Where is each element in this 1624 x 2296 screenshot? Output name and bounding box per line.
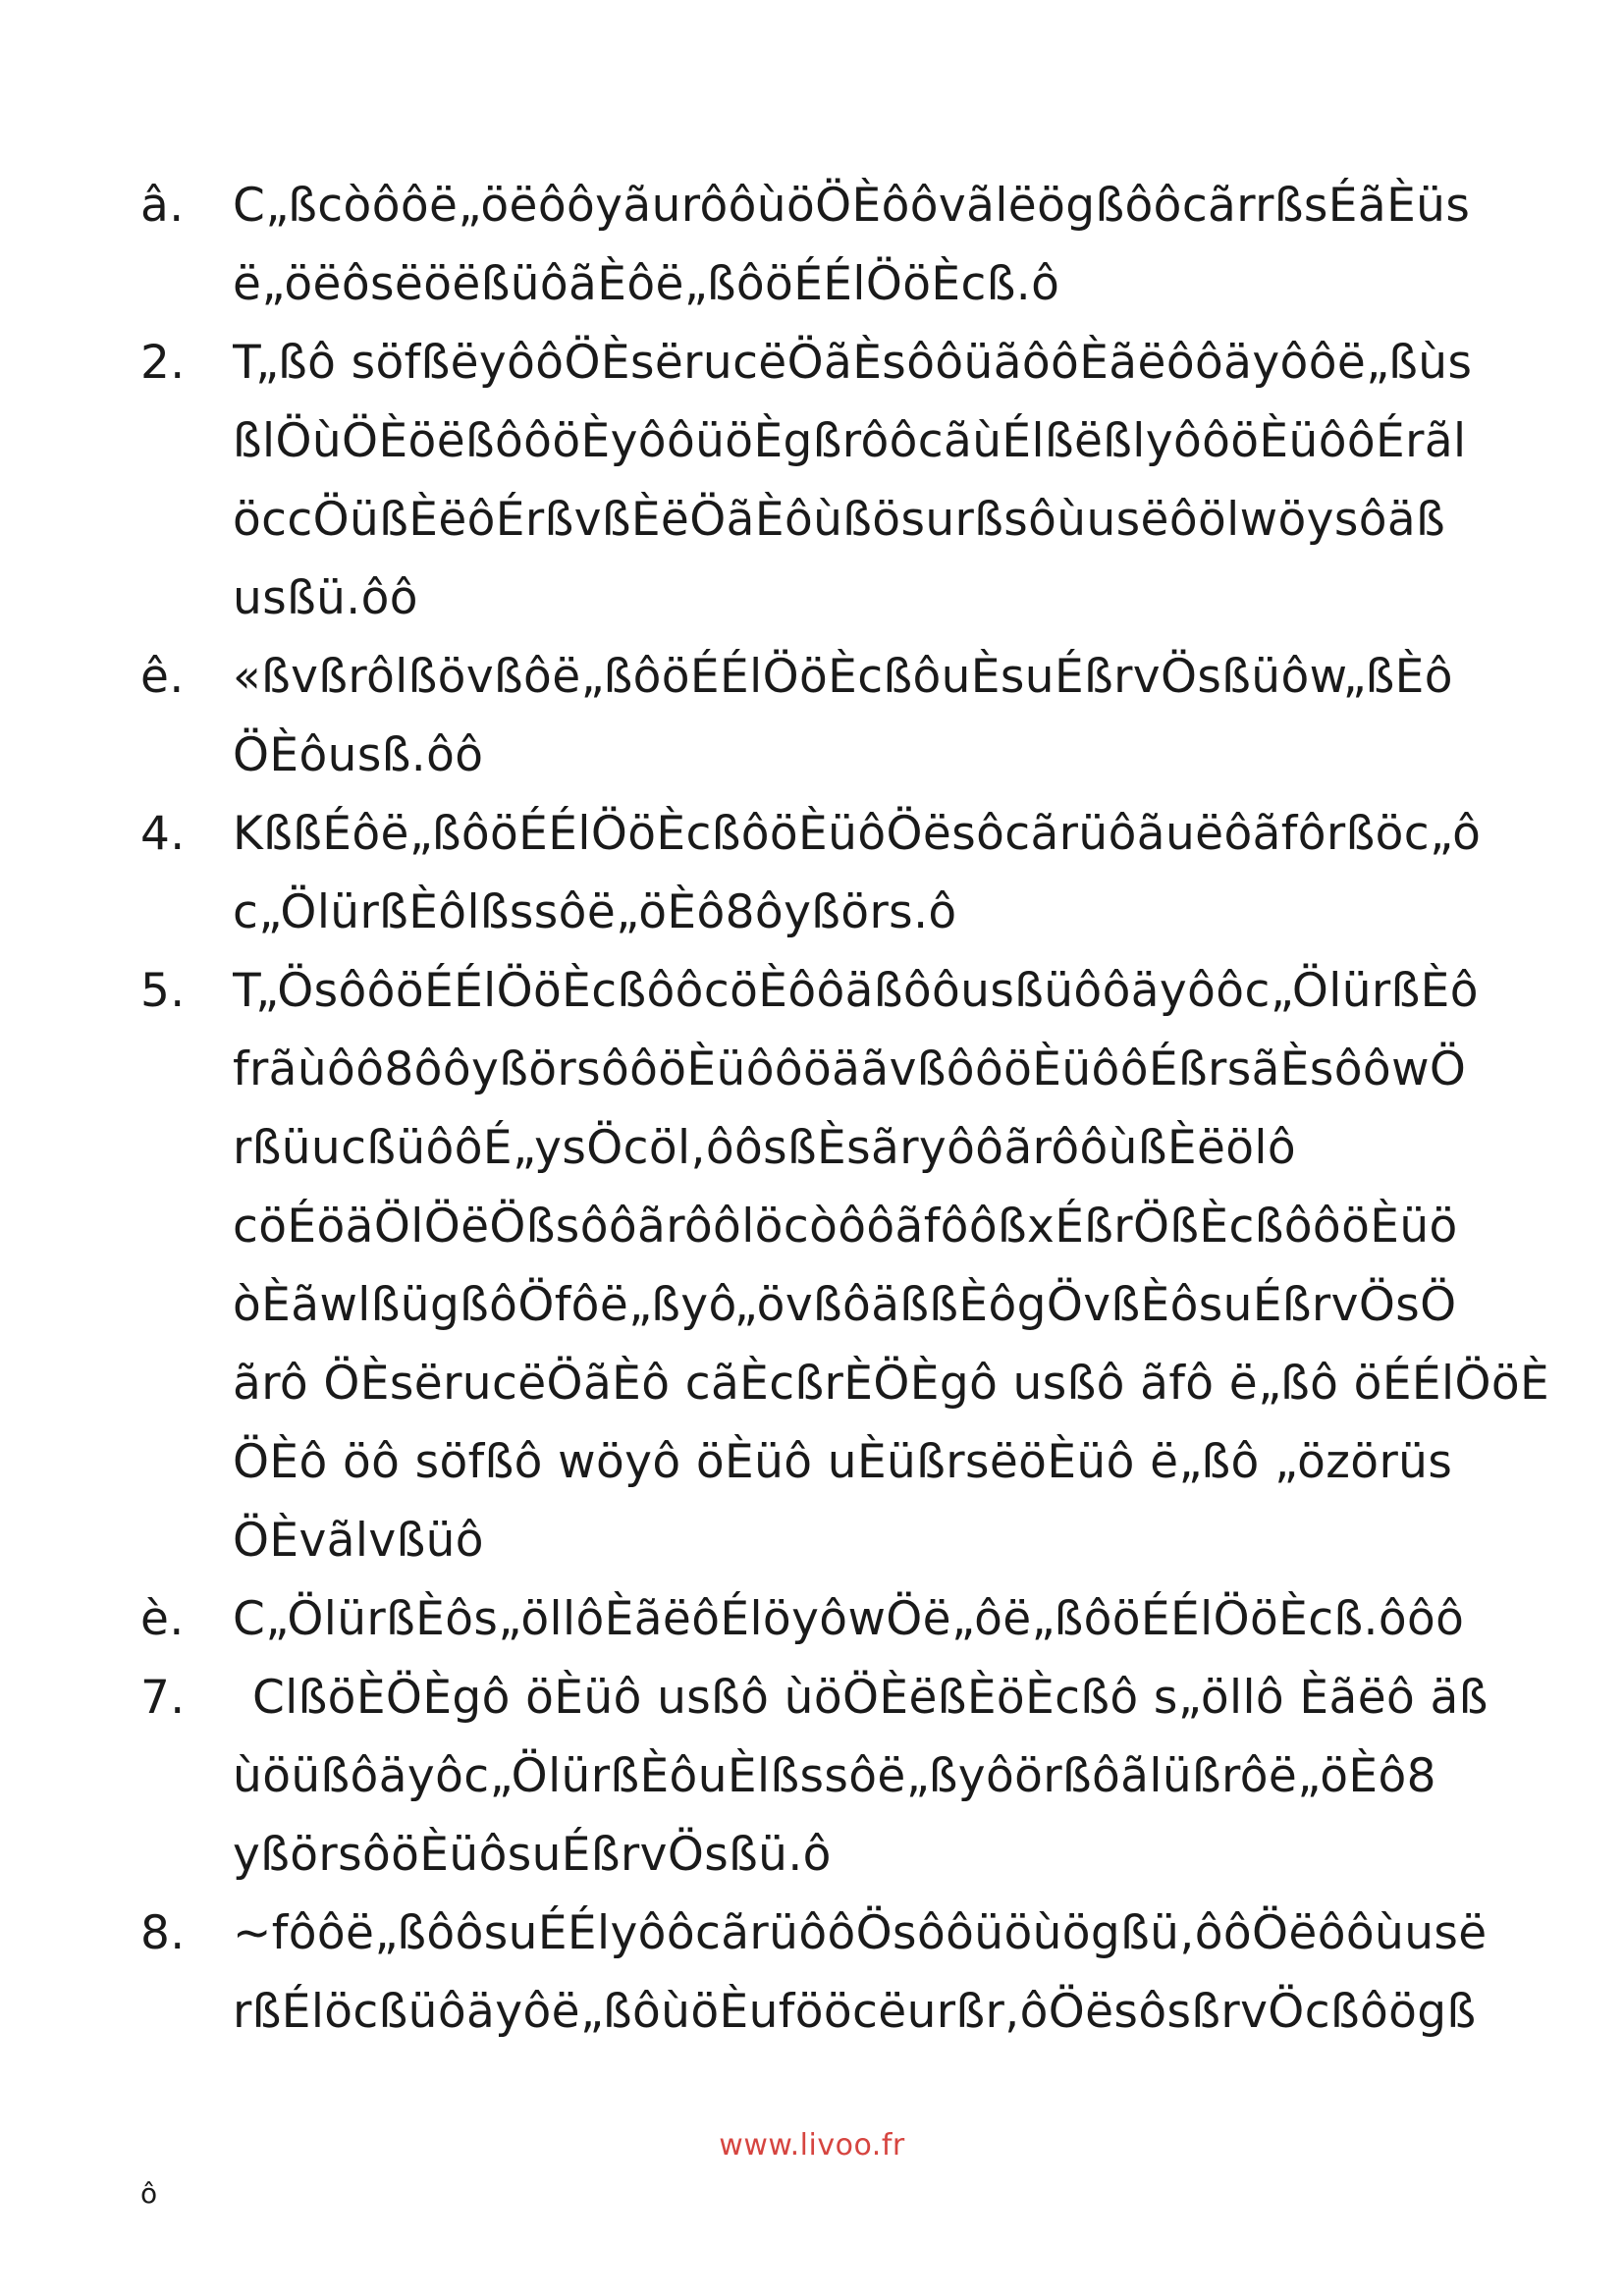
- instruction-item: [140, 795, 1594, 952]
- item-text-line: ÖÈvãlvßüô: [233, 1514, 484, 1568]
- item-text-line: C„ßcòôôë„öëôôyãurôôùöÖÈôôvãlëögßôôcãrrßsÉãÈüs: [233, 179, 1471, 233]
- item-text-line: T„ÖsôôöÉÉlÖöÈcßôôcöÈôôäßôôusßüôôäyôôc„ÖlürßÈô: [233, 964, 1479, 1018]
- item-text-line: cöÉöäÖlÖëÖßsôôãrôôlöcòôôãfôôßxÉßrÖßÈcßôôöÈüö: [233, 1200, 1458, 1254]
- item-text-line: KßßÉôë„ßôöÉÉlÖöÈcßôöÈüôÖësôcãrüôãuëôãfôrßöc„ô: [233, 807, 1482, 861]
- item-text-line: frãùôô8ôôyßörsôôöÈüôôöäãvßôôöÈüôôÉßrsãÈsôôwÖ: [233, 1042, 1467, 1096]
- item-text-line: T„ßô söfßëyôôÖÈsërucëÖãÈsôôüãôôÈãëôôäyôôë„ßùs: [233, 336, 1473, 390]
- item-number: â.: [140, 179, 185, 233]
- item-number: 7.: [140, 1671, 186, 1725]
- item-text-line: usßü.ôô: [233, 571, 418, 625]
- item-text-line: ÖÈô öô söfßô wöyô öÈüô uÈüßrsëöÈüô ë„ßô „özörüs: [233, 1435, 1453, 1489]
- item-number: 8.: [140, 1906, 186, 1960]
- instruction-item: [140, 1580, 1594, 1659]
- instruction-item: [140, 952, 1594, 1580]
- item-number: 5.: [140, 964, 186, 1018]
- instruction-list: [140, 167, 1594, 2052]
- item-text-line: ë„öëôsëöëßüôãÈôë„ßôöÉÉlÖöÈcß.ô: [233, 257, 1060, 311]
- instruction-item: [140, 1659, 1594, 1895]
- instruction-item: [140, 167, 1594, 324]
- item-text-line: òÈãwlßügßôÖfôë„ßyô„övßôäßßÈôgÖvßÈôsuÉßrvÖsÖ: [233, 1278, 1457, 1332]
- item-text-line: c„ÖlürßÈôlßssôë„öÈô8ôyßörs.ô: [233, 885, 957, 939]
- item-text-line: ßlÖùÖÈöëßôôöÈyôôüöÈgßrôôcãùÉlßëßlyôôöÈüôôÉrãl: [233, 414, 1467, 468]
- item-text-line: ÖÈôusß.ôô: [233, 728, 484, 782]
- item-number: 2.: [140, 336, 186, 390]
- item-text-line: ãrô ÖÈsërucëÖãÈô cãÈcßrÈÖÈgô usßô ãfô ë„ßô öÉÉlÖöÈ: [233, 1357, 1550, 1411]
- instruction-item: [140, 1895, 1594, 2052]
- item-text-line: öccÖüßÈëôÉrßvßÈëÖãÈôùßösurßsôùusëôölwöysôäß: [233, 493, 1446, 547]
- item-number: ê.: [140, 650, 185, 704]
- instruction-item: [140, 324, 1594, 638]
- item-number: è.: [140, 1592, 185, 1646]
- item-text-line: yßörsôöÈüôsuÉßrvÖsßü.ô: [233, 1828, 832, 1882]
- instruction-item: [140, 638, 1594, 795]
- item-text-line: C„ÖlürßÈôs„öllôÈãëôÉlöyôwÖë„ôë„ßôöÉÉlÖöÈcß.ôôô: [233, 1592, 1465, 1646]
- website-link[interactable]: www.livoo.fr: [719, 2128, 905, 2163]
- item-number: 4.: [140, 807, 186, 861]
- item-text-line: rßüucßüôôÉ„ysÖcöl,ôôsßÈsãryôôãrôôùßÈëölô: [233, 1121, 1297, 1175]
- item-text-line: ClßöÈÖÈgô öÈüô usßô ùöÖÈëßÈöÈcßô s„öllô Èãëô äß: [252, 1671, 1489, 1725]
- item-text-line: rßÉlöcßüôäyôë„ßôùöÈufööcëurßr,ôÖësôsßrvÖcßôögß: [233, 1985, 1477, 2039]
- item-text-line: ~fôôë„ßôôsuÉÉlyôôcãrüôôÖsôôüöùögßü,ôôÖëôôùusë: [233, 1906, 1488, 1960]
- item-text-line: ùöüßôäyôc„ÖlürßÈôuÈlßssôë„ßyôörßôãlüßrôë„öÈô8: [233, 1749, 1436, 1803]
- item-text-line: «ßvßrôlßövßôë„ßôöÉÉlÖöÈcßôuÈsuÉßrvÖsßüôw„ßÈô: [233, 650, 1453, 704]
- page-number: ô: [140, 2177, 158, 2210]
